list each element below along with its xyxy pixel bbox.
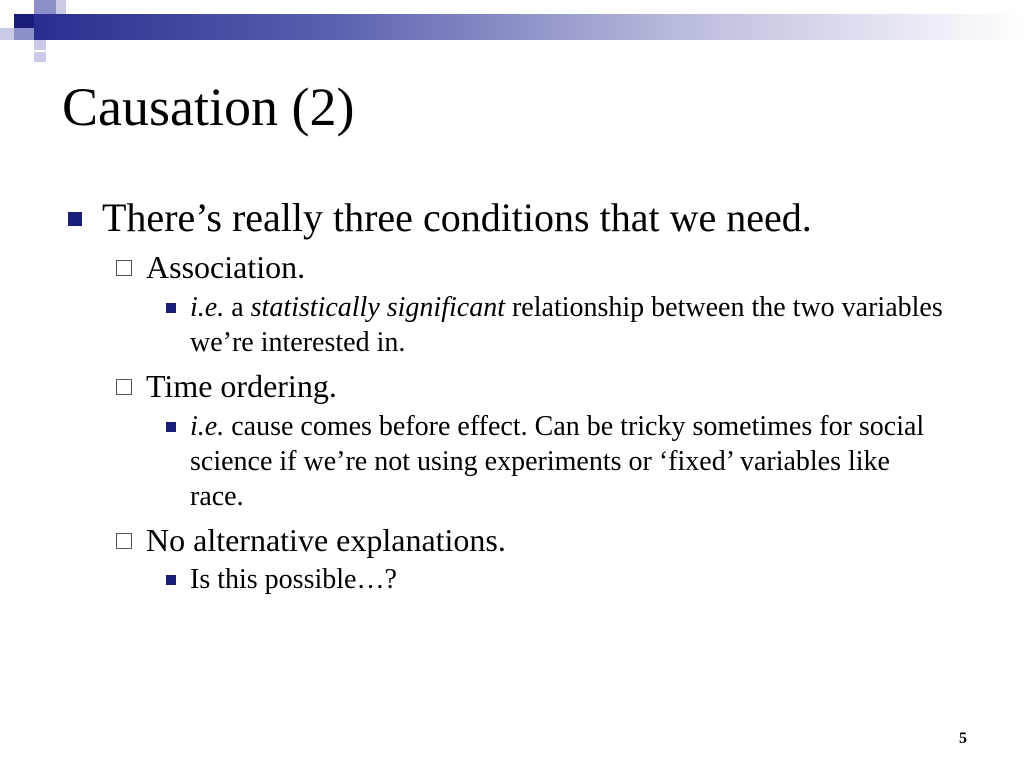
slide-body xyxy=(62,195,982,605)
square-bullet-icon xyxy=(68,212,82,226)
header-gradient-bar xyxy=(34,14,1024,40)
condition-label: Time ordering. xyxy=(146,367,337,404)
hollow-square-bullet-icon xyxy=(116,533,132,549)
hollow-square-bullet-icon xyxy=(116,379,132,395)
condition-label: No alternative explanations. xyxy=(146,521,506,558)
detail-text: relationship between the two variables we’re interested in. xyxy=(190,291,943,358)
header-square-decoration xyxy=(34,0,46,14)
square-bullet-icon xyxy=(166,303,176,313)
header-square-decoration xyxy=(14,28,34,40)
detail-text: Is this possible…? xyxy=(190,564,397,596)
ie-abbrev: i.e. xyxy=(190,291,225,323)
header-square-decoration xyxy=(34,40,46,50)
condition-detail xyxy=(62,290,950,360)
bullet-text: There’s really three conditions that we need. xyxy=(102,195,812,240)
square-bullet-icon xyxy=(166,575,176,585)
ie-abbrev: i.e. xyxy=(190,410,225,442)
condition-time-ordering xyxy=(62,368,982,405)
condition-no-alternatives xyxy=(62,522,982,559)
header-square-decoration xyxy=(14,14,34,28)
header-square-decoration xyxy=(0,28,14,40)
condition-detail xyxy=(62,409,950,514)
page-number: 5 xyxy=(959,730,967,747)
hollow-square-bullet-icon xyxy=(116,260,132,276)
header-square-decoration xyxy=(34,52,46,62)
square-bullet-icon xyxy=(166,422,176,432)
condition-detail xyxy=(62,562,950,597)
detail-emphasis: statistically significant xyxy=(250,291,505,323)
detail-text: a xyxy=(224,291,251,323)
slide-title: Causation (2) xyxy=(62,77,355,137)
detail-text: cause comes before effect. Can be tricky sometimes for social science if we’re not using experiments or ‘fixed’ variables like race. xyxy=(190,410,925,512)
bullet-level1 xyxy=(62,195,982,241)
header-square-decoration xyxy=(56,0,66,14)
header-square-decoration xyxy=(46,0,56,14)
condition-association xyxy=(62,249,982,286)
condition-label: Association. xyxy=(146,249,306,285)
